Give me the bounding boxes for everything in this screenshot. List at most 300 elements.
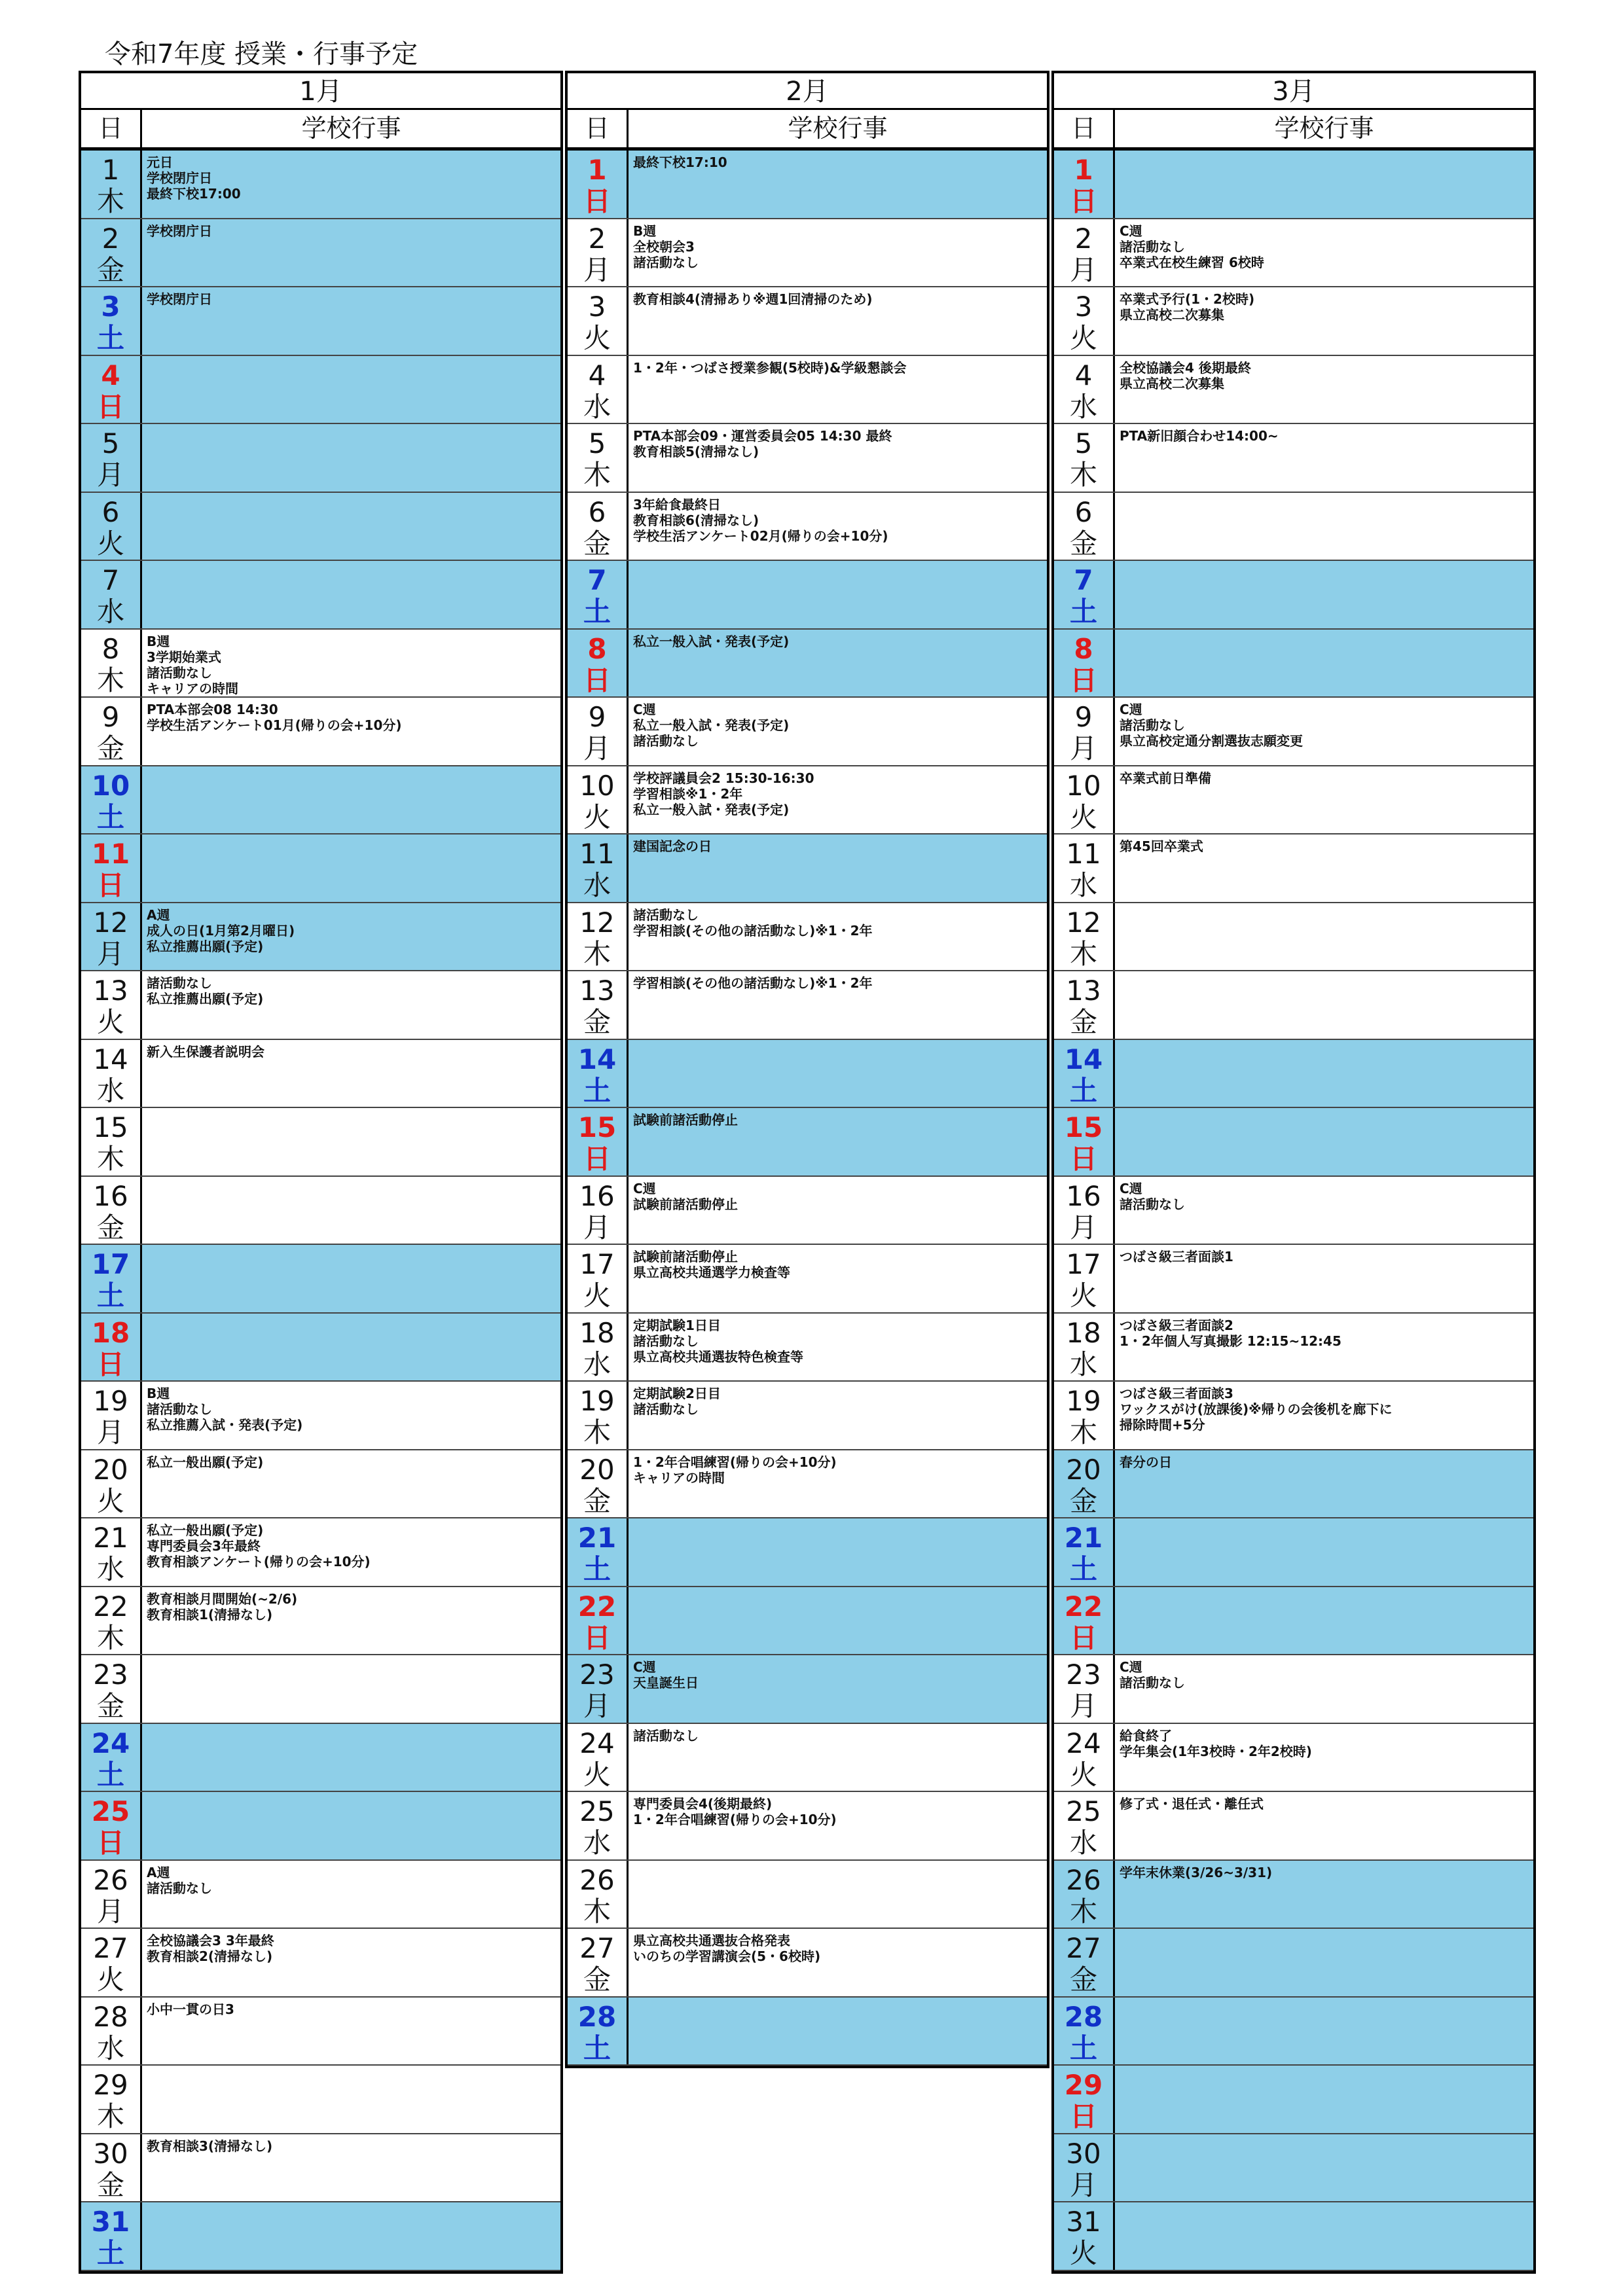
date-cell xyxy=(81,766,142,834)
day-number: 8 xyxy=(1074,632,1093,665)
day-row xyxy=(1054,1724,1533,1793)
event-cell xyxy=(629,356,1047,423)
day-row xyxy=(568,219,1047,288)
event-line: 私立一般出願(予定) xyxy=(147,1522,264,1538)
day-row xyxy=(1054,1040,1533,1109)
day-row xyxy=(81,1861,560,1929)
date-cell xyxy=(1054,630,1115,697)
event-line: 県立高校共通選抜特色検査等 xyxy=(633,1348,803,1365)
day-number: 17 xyxy=(91,1248,130,1280)
event-cell xyxy=(1115,1040,1533,1107)
date-cell xyxy=(81,630,142,697)
day-number: 11 xyxy=(91,838,130,870)
event-line: 成人の日(1月第2月曜日) xyxy=(147,922,295,939)
day-number: 4 xyxy=(101,359,120,391)
weekday-label: 水 xyxy=(1069,1348,1097,1380)
event-line: A週 xyxy=(147,906,170,923)
day-row xyxy=(81,1450,560,1519)
day-row xyxy=(568,766,1047,835)
event-line: 学年末休業(3/26~3/31) xyxy=(1120,1864,1273,1880)
event-cell xyxy=(629,903,1047,971)
event-cell xyxy=(629,493,1047,560)
event-line: 私立一般入試・発表(予定) xyxy=(633,633,790,649)
day-row xyxy=(1054,1655,1533,1724)
weekday-label: 土 xyxy=(1069,1074,1097,1107)
event-line: B週 xyxy=(147,1386,170,1401)
event-cell xyxy=(1115,1177,1533,1244)
date-cell xyxy=(1054,1724,1115,1791)
day-column-header: 日 xyxy=(1054,110,1115,147)
date-cell xyxy=(81,971,142,1039)
weekday-label: 水 xyxy=(96,596,124,628)
date-cell xyxy=(1054,1792,1115,1859)
event-line: 学校閉庁日 xyxy=(147,170,212,186)
day-number: 26 xyxy=(1066,1863,1101,1896)
date-cell xyxy=(81,1245,142,1312)
day-number: 19 xyxy=(1066,1385,1101,1417)
event-cell xyxy=(629,1929,1047,1996)
date-cell xyxy=(568,1655,629,1723)
date-cell xyxy=(568,493,629,560)
day-number: 21 xyxy=(93,1522,128,1554)
day-row xyxy=(81,1724,560,1793)
day-number: 15 xyxy=(577,1111,617,1143)
event-cell xyxy=(629,1724,1047,1791)
event-line: 県立高校共通選抜合格発表 xyxy=(633,1933,790,1948)
weekday-label: 木 xyxy=(583,1416,611,1448)
event-line: 学校生活アンケート01月(帰りの会+10分) xyxy=(147,717,402,733)
day-row xyxy=(81,219,560,288)
day-row xyxy=(81,971,560,1040)
day-row xyxy=(1054,151,1533,219)
event-line: 教育相談2(清掃なし) xyxy=(147,1948,273,1964)
weekday-label: 木 xyxy=(1069,459,1097,491)
event-line: C週 xyxy=(633,1659,656,1675)
weekday-label: 月 xyxy=(583,732,611,764)
date-cell xyxy=(1054,1655,1115,1723)
event-cell xyxy=(1115,561,1533,628)
day-row xyxy=(81,1792,560,1861)
day-number: 16 xyxy=(93,1179,128,1212)
event-cell xyxy=(142,1861,560,1928)
event-line: 県立高校定通分割選抜志願変更 xyxy=(1120,733,1303,749)
day-row xyxy=(568,356,1047,425)
event-cell xyxy=(629,1177,1047,1244)
day-number: 16 xyxy=(1066,1179,1101,1212)
event-cell xyxy=(1115,2134,1533,2202)
month-february xyxy=(565,71,1049,2068)
day-number: 27 xyxy=(93,1932,128,1964)
day-number: 22 xyxy=(577,1590,617,1623)
day-row xyxy=(1054,219,1533,288)
date-cell xyxy=(1054,1518,1115,1586)
day-number: 25 xyxy=(1066,1795,1101,1827)
event-cell xyxy=(1115,698,1533,765)
day-number: 1 xyxy=(101,154,120,186)
date-cell xyxy=(81,1108,142,1175)
event-cell xyxy=(629,1518,1047,1586)
day-row xyxy=(1054,1518,1533,1587)
day-row xyxy=(568,1655,1047,1724)
weekday-label: 水 xyxy=(1069,869,1097,901)
day-row xyxy=(568,1245,1047,1314)
event-cell xyxy=(1115,424,1533,492)
event-cell xyxy=(629,1314,1047,1381)
day-number: 29 xyxy=(1064,2069,1103,2101)
day-number: 9 xyxy=(1074,701,1093,733)
event-cell xyxy=(142,834,560,902)
day-row xyxy=(81,1040,560,1109)
day-row xyxy=(568,424,1047,493)
date-cell xyxy=(1054,1998,1115,2065)
date-cell xyxy=(568,1792,629,1859)
day-row xyxy=(81,1655,560,1724)
date-cell xyxy=(1054,1450,1115,1518)
weekday-label: 日 xyxy=(1069,1143,1097,1175)
day-row xyxy=(1054,561,1533,630)
date-cell xyxy=(568,219,629,287)
date-cell xyxy=(568,834,629,902)
event-line: 諸活動なし xyxy=(633,906,699,923)
date-cell xyxy=(568,1314,629,1381)
day-row xyxy=(81,561,560,630)
day-number: 24 xyxy=(579,1727,615,1759)
weekday-label: 日 xyxy=(583,664,611,696)
event-cell xyxy=(629,1245,1047,1312)
weekday-label: 金 xyxy=(583,1006,611,1038)
day-row xyxy=(1054,834,1533,903)
event-line: 学年集会(1年3校時・2年2校時) xyxy=(1120,1743,1312,1759)
month-header: 3月 xyxy=(1054,73,1533,110)
event-cell xyxy=(1115,1655,1533,1723)
weekday-label: 日 xyxy=(583,185,611,217)
date-cell xyxy=(1054,1587,1115,1655)
day-number: 6 xyxy=(1074,495,1093,528)
event-cell xyxy=(629,1655,1047,1723)
date-cell xyxy=(1054,1929,1115,1996)
day-number: 2 xyxy=(588,222,606,255)
day-row xyxy=(568,1450,1047,1519)
weekday-label: 木 xyxy=(96,185,124,217)
day-number: 14 xyxy=(577,1043,617,1075)
weekday-label: 火 xyxy=(583,800,611,833)
day-row xyxy=(1054,766,1533,835)
event-line: 教育相談6(清掃なし) xyxy=(633,512,759,528)
event-cell xyxy=(142,1929,560,1996)
day-number: 12 xyxy=(579,906,615,939)
date-cell xyxy=(568,151,629,218)
date-cell xyxy=(568,287,629,355)
day-row xyxy=(81,1587,560,1656)
day-rows xyxy=(1054,151,1533,2271)
day-number: 4 xyxy=(1074,359,1093,391)
event-line: 諸活動なし xyxy=(1120,1196,1185,1212)
event-cell xyxy=(629,1040,1047,1107)
day-row xyxy=(568,1108,1047,1177)
month-january xyxy=(79,71,563,2274)
day-row xyxy=(568,903,1047,972)
event-line: つばさ級三者面談3 xyxy=(1120,1386,1233,1401)
day-row xyxy=(81,1382,560,1450)
date-cell xyxy=(1054,698,1115,765)
event-line: 試験前諸活動停止 xyxy=(633,1249,738,1265)
weekday-label: 水 xyxy=(1069,390,1097,423)
day-row xyxy=(81,1314,560,1382)
date-cell xyxy=(1054,1382,1115,1449)
weekday-label: 火 xyxy=(1069,1280,1097,1312)
event-cell xyxy=(142,630,560,697)
event-cell xyxy=(629,1450,1047,1518)
date-cell xyxy=(81,834,142,902)
event-line: 給食終了 xyxy=(1120,1727,1172,1744)
weekday-label: 金 xyxy=(96,253,124,286)
day-number: 9 xyxy=(588,701,606,733)
event-cell xyxy=(1115,1108,1533,1175)
event-cell xyxy=(142,1655,560,1723)
event-line: 私立推薦入試・発表(予定) xyxy=(147,1417,303,1433)
event-line: 諸活動なし xyxy=(633,1333,699,1349)
event-cell xyxy=(629,219,1047,287)
weekday-label: 月 xyxy=(583,1690,611,1722)
event-cell xyxy=(1115,1998,1533,2065)
event-cell xyxy=(629,151,1047,218)
event-cell xyxy=(142,1382,560,1449)
day-number: 24 xyxy=(1066,1727,1101,1759)
event-line: ワックスがけ(放課後)※帰りの会後机を廊下に xyxy=(1120,1401,1393,1417)
date-cell xyxy=(1054,561,1115,628)
day-row xyxy=(81,834,560,903)
weekday-label: 日 xyxy=(96,1348,124,1380)
date-cell xyxy=(568,971,629,1039)
day-number: 8 xyxy=(587,632,607,665)
day-number: 9 xyxy=(101,701,120,733)
day-row xyxy=(568,1518,1047,1587)
event-cell xyxy=(629,424,1047,492)
date-cell xyxy=(568,1245,629,1312)
event-line: 県立高校二次募集 xyxy=(1120,307,1224,323)
date-cell xyxy=(81,903,142,971)
event-cell xyxy=(142,1040,560,1107)
event-cell xyxy=(142,2066,560,2133)
day-number: 7 xyxy=(101,564,120,596)
weekday-label: 月 xyxy=(96,459,124,491)
weekday-label: 水 xyxy=(583,1827,611,1859)
day-row xyxy=(81,287,560,356)
event-cell xyxy=(629,971,1047,1039)
weekday-label: 金 xyxy=(96,2168,124,2201)
weekday-label: 火 xyxy=(583,1280,611,1312)
day-number: 2 xyxy=(101,222,120,255)
day-row xyxy=(1054,1861,1533,1929)
day-row xyxy=(81,1245,560,1314)
day-number: 17 xyxy=(1066,1248,1101,1280)
event-cell xyxy=(142,2134,560,2202)
weekday-label: 金 xyxy=(96,732,124,764)
day-row xyxy=(568,834,1047,903)
date-cell xyxy=(81,698,142,765)
date-cell xyxy=(568,561,629,628)
event-line: 諸活動なし xyxy=(633,733,699,749)
date-cell xyxy=(1054,219,1115,287)
day-row xyxy=(1054,287,1533,356)
document-title: 令和7年度 授業・行事予定 xyxy=(105,39,418,69)
day-number: 19 xyxy=(93,1385,128,1417)
day-column-header: 日 xyxy=(568,110,629,147)
event-line: 教育相談月間開始(~2/6) xyxy=(147,1590,298,1607)
day-row xyxy=(1054,2134,1533,2203)
day-row xyxy=(568,1382,1047,1450)
day-row xyxy=(81,424,560,493)
date-cell xyxy=(81,1587,142,1655)
date-cell xyxy=(568,903,629,971)
event-cell xyxy=(1115,1724,1533,1791)
weekday-label: 火 xyxy=(583,322,611,354)
event-line: キャリアの時間 xyxy=(147,680,238,696)
weekday-label: 日 xyxy=(1069,185,1097,217)
date-cell xyxy=(1054,971,1115,1039)
day-row xyxy=(81,766,560,835)
day-number: 4 xyxy=(588,359,606,391)
event-cell xyxy=(1115,766,1533,834)
day-number: 21 xyxy=(1064,1522,1103,1554)
event-cell xyxy=(629,1382,1047,1449)
event-line: 1・2年個人写真撮影 12:15~12:45 xyxy=(1120,1333,1341,1349)
day-number: 7 xyxy=(1074,564,1093,596)
event-cell xyxy=(1115,493,1533,560)
day-number: 6 xyxy=(588,495,606,528)
day-row xyxy=(81,151,560,219)
event-line: 最終下校17:10 xyxy=(633,154,727,170)
day-row xyxy=(1054,903,1533,972)
event-cell xyxy=(1115,1861,1533,1928)
day-row xyxy=(81,1177,560,1246)
event-cell xyxy=(629,698,1047,765)
event-line: 学校生活アンケート02月(帰りの会+10分) xyxy=(633,528,888,544)
event-line: 定期試験1日目 xyxy=(633,1317,721,1333)
date-cell xyxy=(1054,151,1115,218)
day-row xyxy=(1054,493,1533,562)
event-line: 3年給食最終日 xyxy=(633,496,721,512)
weekday-label: 水 xyxy=(583,869,611,901)
event-line: C週 xyxy=(1120,702,1142,717)
day-row xyxy=(81,1998,560,2066)
day-row xyxy=(81,1108,560,1177)
day-number: 14 xyxy=(1064,1043,1103,1075)
event-line: 最終下校17:00 xyxy=(147,186,241,202)
day-number: 30 xyxy=(93,2137,128,2170)
weekday-label: 火 xyxy=(583,1758,611,1791)
day-row xyxy=(568,1724,1047,1793)
event-line: 春分の日 xyxy=(1120,1454,1172,1470)
day-row xyxy=(81,698,560,766)
weekday-label: 火 xyxy=(96,1964,124,1996)
weekday-label: 水 xyxy=(1069,1827,1097,1859)
day-number: 25 xyxy=(91,1795,130,1827)
day-row xyxy=(1054,1998,1533,2066)
weekday-label: 土 xyxy=(96,2237,124,2269)
day-row xyxy=(568,1998,1047,2066)
date-cell xyxy=(1054,1177,1115,1244)
date-cell xyxy=(81,1861,142,1928)
event-cell xyxy=(1115,1792,1533,1859)
event-cell xyxy=(142,903,560,971)
event-cell xyxy=(629,1108,1047,1175)
event-line: 3学期始業式 xyxy=(147,649,221,665)
event-line: 県立高校二次募集 xyxy=(1120,375,1224,391)
event-cell xyxy=(142,151,560,218)
weekday-label: 木 xyxy=(1069,937,1097,970)
day-number: 10 xyxy=(1066,769,1101,802)
event-line: 天皇誕生日 xyxy=(633,1675,699,1691)
day-number: 5 xyxy=(588,427,606,459)
event-cell xyxy=(142,561,560,628)
weekday-label: 金 xyxy=(1069,1006,1097,1038)
weekday-label: 土 xyxy=(1069,596,1097,628)
month-header: 2月 xyxy=(568,73,1047,110)
day-number: 26 xyxy=(93,1863,128,1896)
weekday-label: 金 xyxy=(1069,527,1097,560)
day-row xyxy=(81,630,560,698)
event-cell xyxy=(1115,1450,1533,1518)
weekday-label: 金 xyxy=(1069,1964,1097,1996)
weekday-label: 月 xyxy=(1069,732,1097,764)
day-row xyxy=(1054,1929,1533,1998)
event-cell xyxy=(1115,1587,1533,1655)
date-cell xyxy=(568,766,629,834)
date-cell xyxy=(81,493,142,560)
date-cell xyxy=(81,1382,142,1449)
date-cell xyxy=(1054,2134,1115,2202)
event-cell xyxy=(1115,630,1533,697)
event-line: B週 xyxy=(633,223,657,239)
day-row xyxy=(81,356,560,425)
event-line: 新入生保護者説明会 xyxy=(147,1043,264,1060)
date-cell xyxy=(1054,1245,1115,1312)
date-cell xyxy=(81,1040,142,1107)
event-line: 教育相談アンケート(帰りの会+10分) xyxy=(147,1554,371,1570)
day-number: 20 xyxy=(93,1453,128,1486)
event-cell xyxy=(142,1108,560,1175)
date-cell xyxy=(1054,766,1115,834)
event-line: 掃除時間+5分 xyxy=(1120,1417,1205,1433)
event-cell xyxy=(629,1792,1047,1859)
event-line: PTA本部会08 14:30 xyxy=(147,702,278,717)
weekday-label: 木 xyxy=(96,1143,124,1175)
event-line: 教育相談3(清掃なし) xyxy=(147,2138,273,2154)
event-cell xyxy=(629,1998,1047,2065)
date-cell xyxy=(81,151,142,218)
event-cell xyxy=(629,630,1047,697)
event-line: 試験前諸活動停止 xyxy=(633,1196,738,1212)
day-number: 13 xyxy=(1066,975,1101,1007)
event-cell xyxy=(1115,287,1533,355)
day-row xyxy=(81,903,560,972)
date-cell xyxy=(1054,834,1115,902)
day-row xyxy=(1054,698,1533,766)
day-row xyxy=(1054,1450,1533,1519)
event-cell xyxy=(142,971,560,1039)
date-cell xyxy=(81,219,142,287)
day-number: 31 xyxy=(91,2206,130,2238)
event-cell xyxy=(629,561,1047,628)
date-cell xyxy=(568,1177,629,1244)
day-number: 19 xyxy=(579,1385,615,1417)
day-row xyxy=(568,151,1047,219)
day-number: 3 xyxy=(101,291,120,323)
event-line: 第45回卒業式 xyxy=(1120,838,1203,854)
date-cell xyxy=(81,1998,142,2065)
weekday-label: 土 xyxy=(96,322,124,354)
